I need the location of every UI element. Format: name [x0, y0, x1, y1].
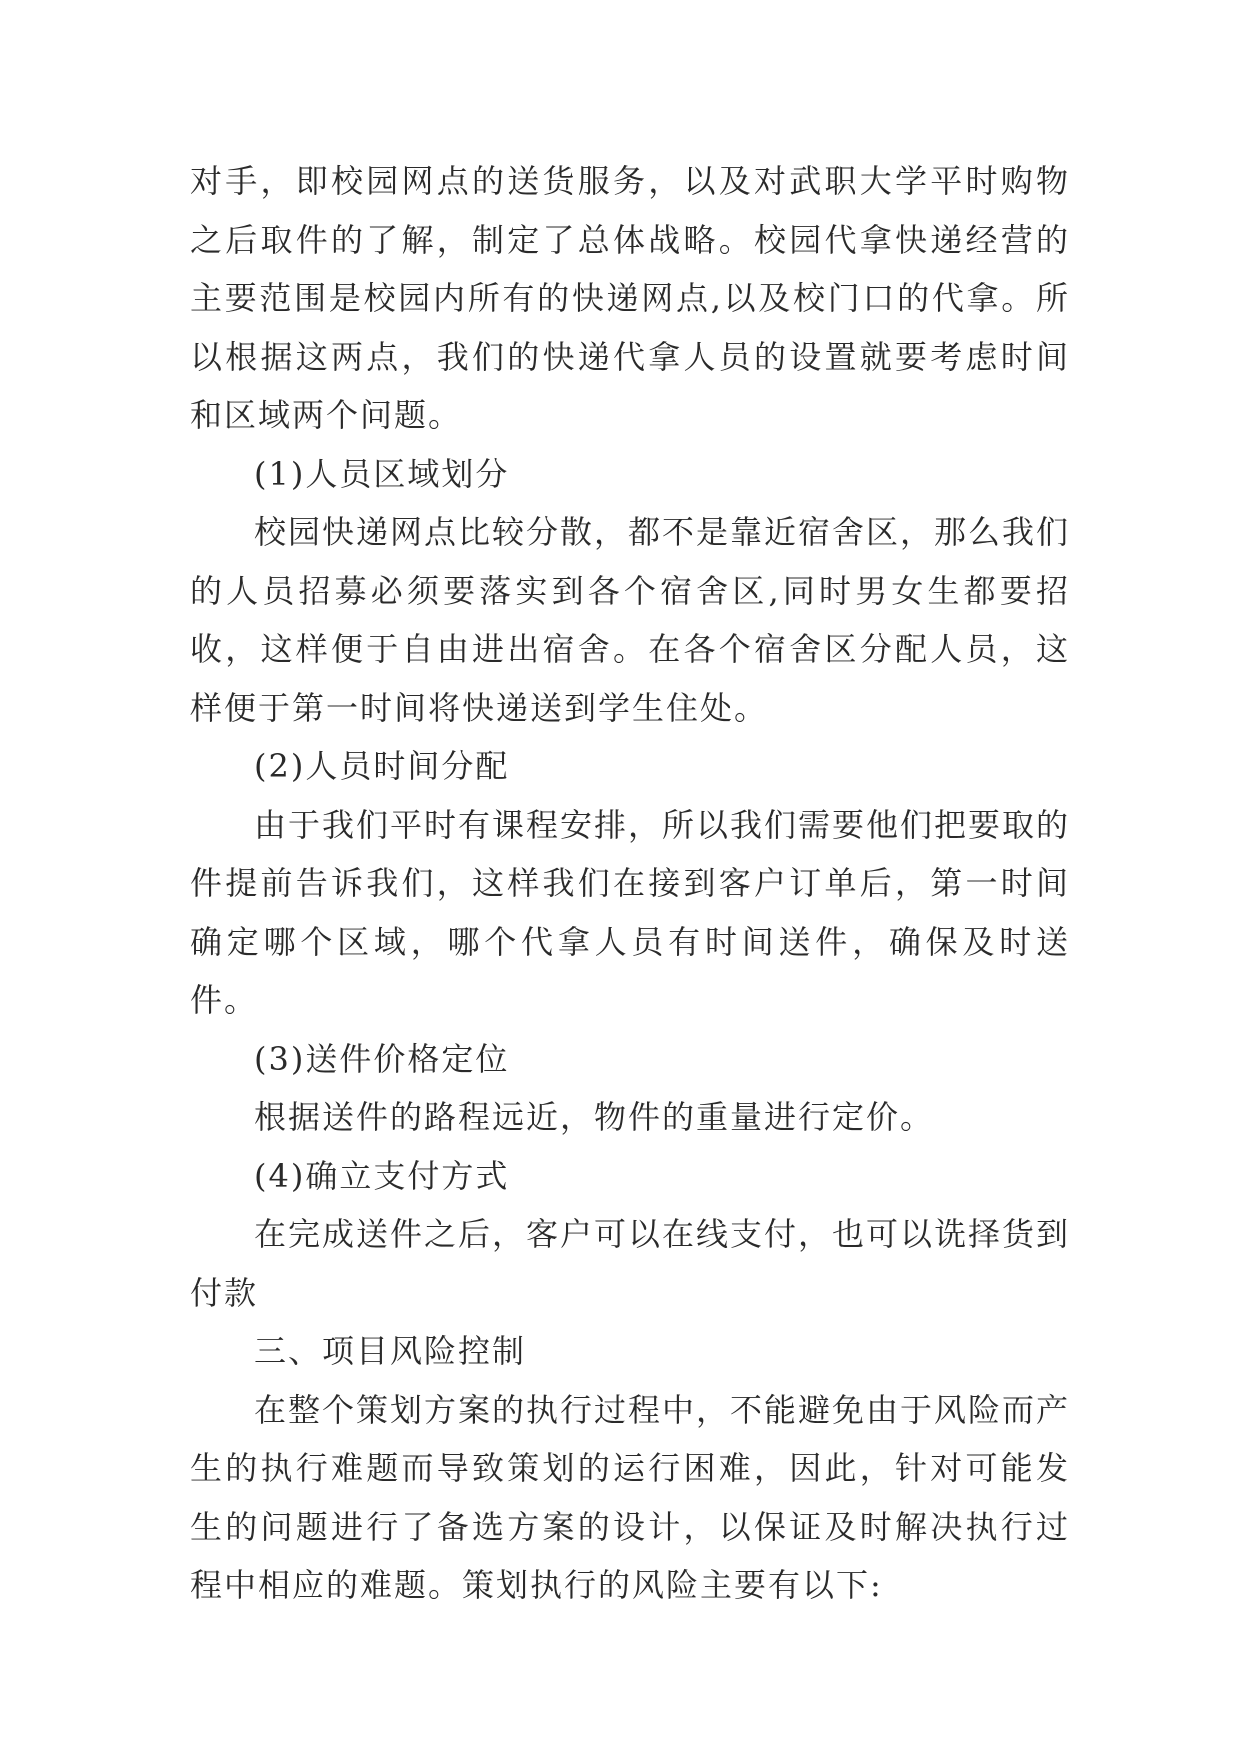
- paragraph-pricing: 根据送件的路程远近，物件的重量进行定价。: [254, 1098, 935, 1136]
- paragraph-continuation: 对手，即校园网点的送货服务，以及对武职大学平时购物之后取件的了解，制定了总体战略。校园代拿快递经营的主要范围是校园内所有的快递网点,以及校门口的代拿。所以根据这两点，我们的快递代拿人员的设置就要考虑时间和区域两个问题。: [190, 162, 1070, 434]
- document-body: [190, 152, 1070, 1615]
- section-heading-payment: (4)确立支付方式: [254, 1156, 510, 1195]
- section-heading-pricing: (3)送件价格定位: [254, 1039, 510, 1078]
- paragraph-personnel-time: 由于我们平时有课程安排，所以我们需要他们把要取的件提前告诉我们，这样我们在接到客户订单后，第一时间确定哪个区域，哪个代拿人员有时间送件，确保及时送件。: [190, 805, 1071, 1019]
- section-heading-personnel-time: (2)人员时间分配: [254, 747, 510, 785]
- paragraph-risk-control: 在整个策划方案的执行过程中，不能避免由于风险而产生的执行难题而导致策划的运行困难，因此，针对可能发生的问题进行了备选方案的设计，以保证及时解决执行过程中相应的难题。策划执行的风险主要有以下:: [190, 1390, 1071, 1604]
- section-heading-personnel-area: (1)人员区域划分: [254, 454, 510, 493]
- section-heading-risk-control: 三、项目风险控制: [254, 1332, 527, 1370]
- paragraph-payment: 在完成送件之后，客户可以在线支付，也可以诜择货到付款: [190, 1215, 1071, 1312]
- paragraph-personnel-area: 校园快递网点比较分散，都不是靠近宿舍区，那么我们的人员招募必须要落实到各个宿舍区,同时男女生都要招收，这样便于自由进出宿舍。在各个宿舍区分配人员，这样便于第一时间将快递送到学生住处。: [190, 513, 1071, 727]
